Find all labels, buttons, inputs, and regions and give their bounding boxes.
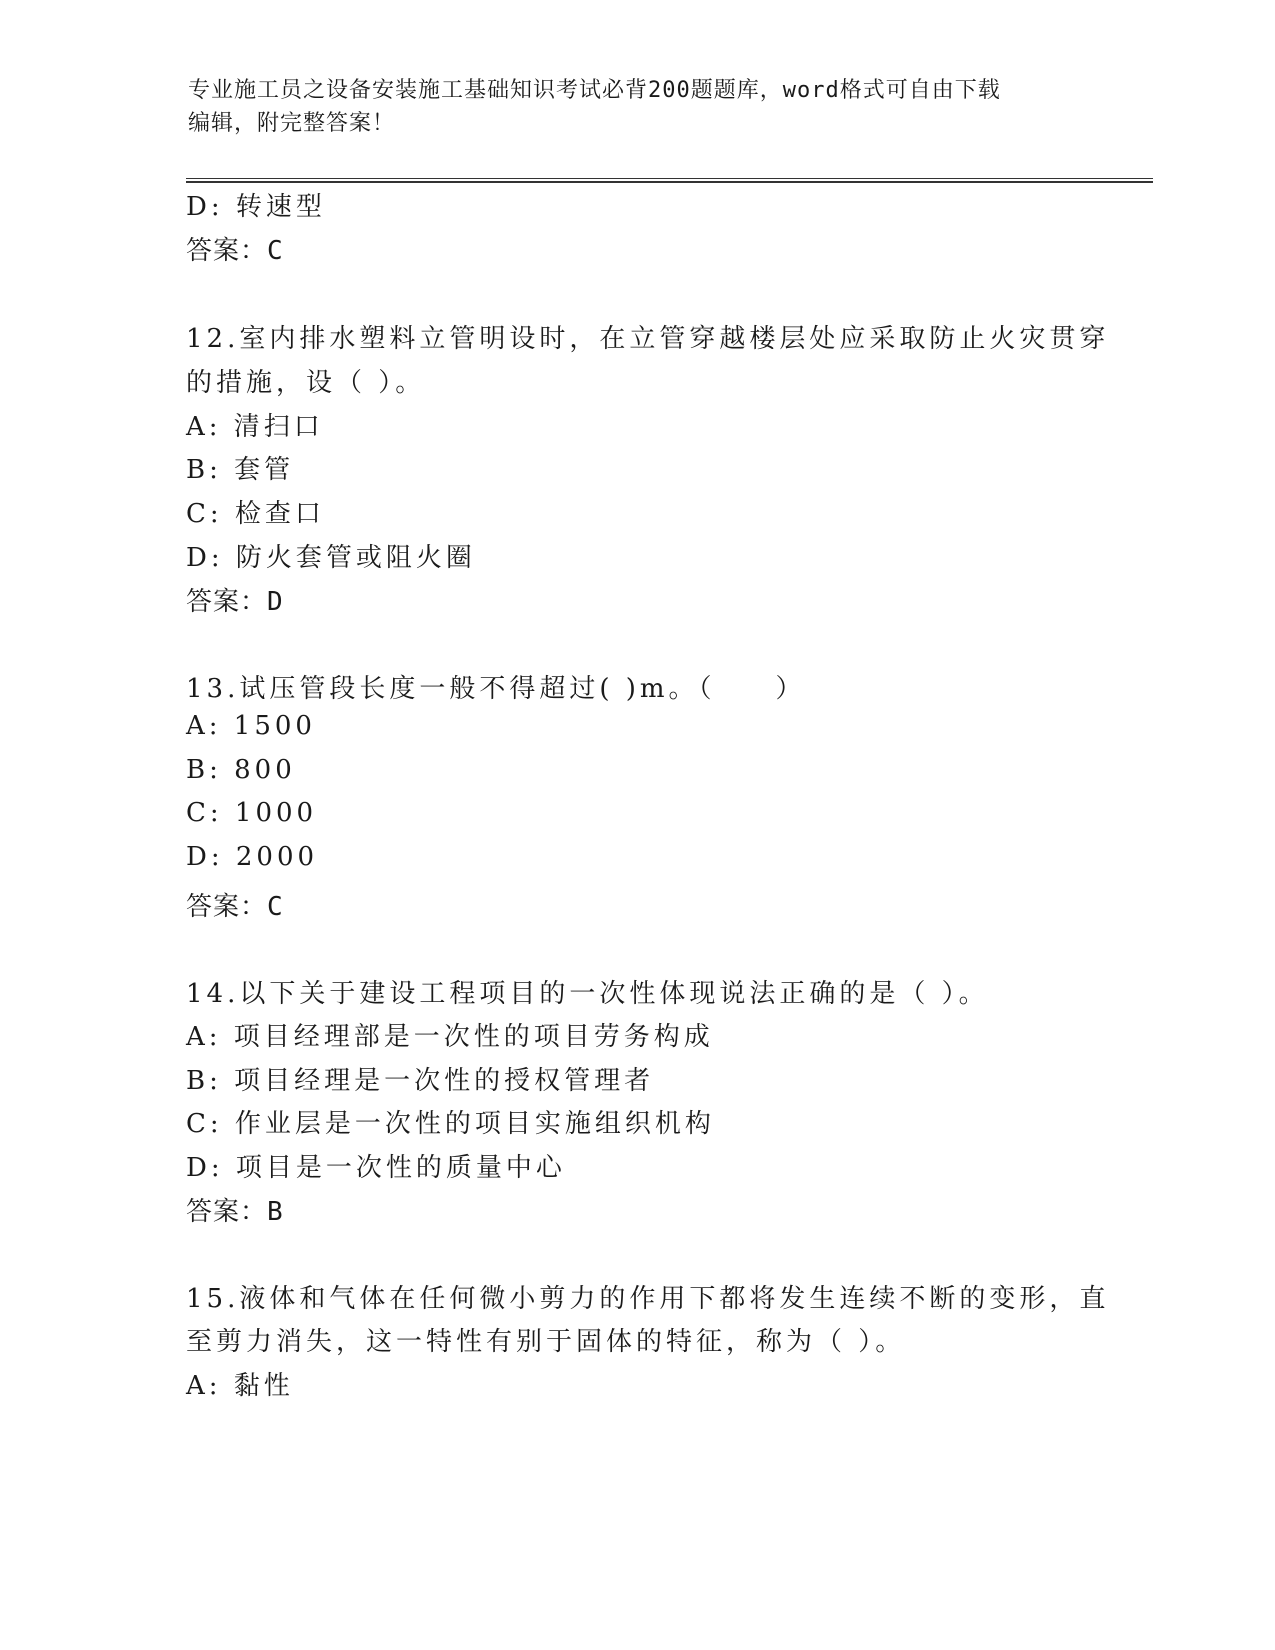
answer-value: B bbox=[267, 1197, 284, 1227]
answer-value: D bbox=[267, 587, 284, 617]
q12-answer bbox=[186, 581, 284, 618]
prev-option-d: D: 转速型 bbox=[186, 192, 326, 222]
q13-option-a: A: 1500 bbox=[186, 711, 316, 741]
q12-option-a: A: 清扫口 bbox=[186, 412, 324, 442]
answer-label: 答案： bbox=[186, 587, 268, 617]
q13-stem: 13.试压管段长度一般不得超过( )m。（ ） bbox=[186, 674, 806, 704]
answer-label: 答案： bbox=[186, 1197, 268, 1227]
document-header bbox=[188, 74, 1068, 140]
header-divider-thick bbox=[186, 181, 1153, 183]
q14-stem: 14.以下关于建设工程项目的一次性体现说法正确的是（ ）。 bbox=[186, 979, 989, 1009]
q14-answer bbox=[186, 1191, 284, 1228]
q15-stem-line-1: 15.液体和气体在任何微小剪力的作用下都将发生连续不断的变形，直 bbox=[186, 1284, 1110, 1314]
q14-option-d: D: 项目是一次性的质量中心 bbox=[186, 1153, 566, 1183]
q12-option-c: C: 检查口 bbox=[186, 499, 325, 529]
answer-label: 答案： bbox=[186, 236, 268, 266]
q12-option-d: D: 防火套管或阻火圈 bbox=[186, 543, 476, 573]
q13-answer bbox=[186, 886, 284, 923]
q14-option-b: B: 项目经理是一次性的授权管理者 bbox=[186, 1066, 655, 1096]
q13-option-d: D: 2000 bbox=[186, 842, 319, 872]
q14-option-c: C: 作业层是一次性的项目实施组织机构 bbox=[186, 1109, 715, 1139]
answer-value: C bbox=[267, 236, 284, 266]
header-title-line-2: 编辑，附完整答案！ bbox=[188, 111, 396, 136]
q12-stem-line-1: 12.室内排水塑料立管明设时，在立管穿越楼层处应采取防止火灾贯穿 bbox=[186, 324, 1110, 354]
header-divider-thin bbox=[186, 178, 1153, 179]
q14-option-a: A: 项目经理部是一次性的项目劳务构成 bbox=[186, 1022, 714, 1052]
prev-answer bbox=[186, 230, 284, 267]
q13-option-c: C: 1000 bbox=[186, 798, 318, 828]
answer-label: 答案： bbox=[186, 892, 268, 922]
header-title-line-1: 专业施工员之设备安装施工基础知识考试必背200题题库，word格式可自由下载 bbox=[188, 78, 1001, 103]
q12-option-b: B: 套管 bbox=[186, 455, 295, 485]
q12-stem-line-2: 的措施，设（ ）。 bbox=[186, 368, 426, 398]
answer-value: C bbox=[267, 892, 284, 922]
q15-option-a: A: 黏性 bbox=[186, 1371, 294, 1401]
q13-option-b: B: 800 bbox=[186, 755, 296, 785]
q15-stem-line-2: 至剪力消失，这一特性有别于固体的特征，称为（ ）。 bbox=[186, 1327, 906, 1357]
